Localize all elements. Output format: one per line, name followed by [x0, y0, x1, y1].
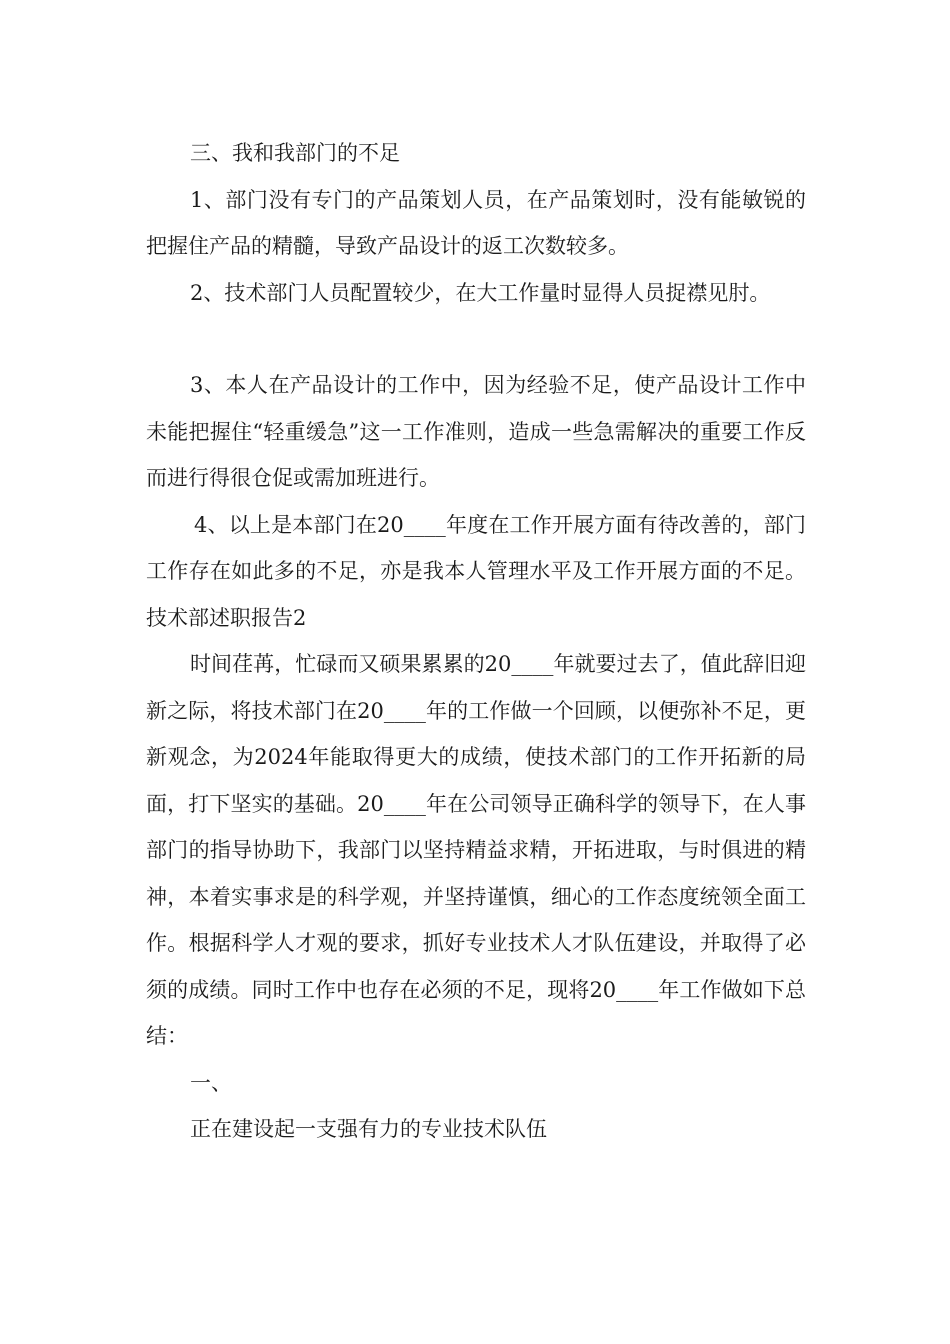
- section-heading-deficiencies: 三、我和我部门的不足: [190, 141, 400, 165]
- paragraph-item-4: 4、以上是本部门在20____年度在工作开展方面有待改善的，部门工作存在如此多的不足，亦是我本人管理水平及工作开展方面的不足。技术部述职报告2: [146, 512, 806, 630]
- paragraph-report-intro: 时间荏苒，忙碌而又硕果累累的20____年就要过去了，值此辞旧迎新之际，将技术部门在20____年的工作做一个回顾，以便弥补不足，更新观念，为2024年能取得更大的成绩，使技术部门的工作开拓新的局面，打下坚实的基础。20____年在公司领导正确科学的领导下，在人事部门的指导协助下，我部门以坚持精益求精，开拓进取，与时俱进的精神，本着实事求是的科学观，并坚持谨慎，细心的工作态度统领全面工作。根据科学人才观的要求，抓好专业技术人才队伍建设，并取得了必须的成绩。同时工作中也存在必须的不足，现将20____年工作做如下总结：: [146, 652, 806, 1048]
- document-body: [146, 130, 806, 1153]
- paragraph-team-building: 正在建设起一支强有力的专业技术队伍: [190, 1117, 547, 1141]
- paragraph-item-1: 1、部门没有专门的产品策划人员，在产品策划时，没有能敏锐的把握住产品的精髓，导致产品设计的返工次数较多。: [146, 187, 806, 258]
- paragraph-item-2: 2、技术部门人员配置较少，在大工作量时显得人员捉襟见肘。: [190, 280, 771, 305]
- section-heading-one: 一、: [190, 1070, 232, 1095]
- paragraph-item-3: 3、本人在产品设计的工作中，因为经验不足，使产品设计工作中未能把握住“轻重缓急”这一工作准则，造成一些急需解决的重要工作反而进行得很仓促或需加班进行。: [146, 373, 806, 490]
- blank-line: [146, 316, 806, 362]
